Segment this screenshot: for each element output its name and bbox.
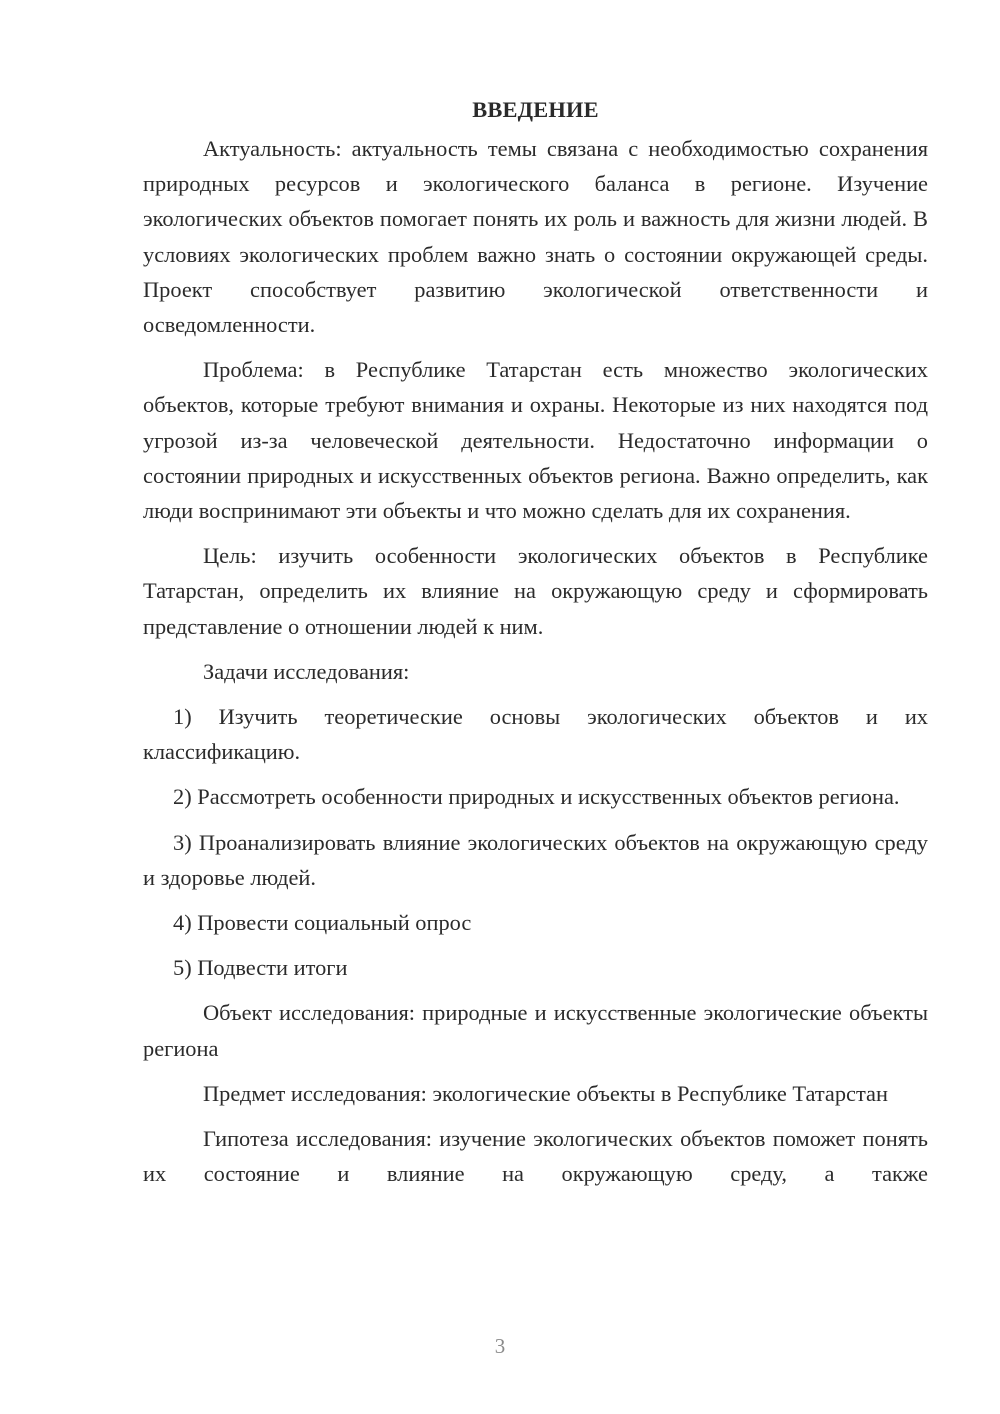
- task-item-4: 4) Провести социальный опрос: [173, 910, 472, 936]
- paragraph-subject: Предмет исследования: экологические объекты в Республике Татарстан: [203, 1080, 888, 1106]
- paragraph-relevance: Актуальность: актуальность темы связана с необходимостью сохранения природных ресурсов и экологического баланса в регионе. Изучение экологических объектов помогает понять их роль и важность для жизни людей. В условиях экологических проблем важно знать о состоянии окружающей среды. Проект способствует развитию экологической ответственности и осведомленности.: [143, 136, 928, 338]
- task-item-3: 3) Проанализировать влияние экологических объектов на окружающую среду и здоровье людей.: [143, 829, 928, 890]
- paragraph-goal: Цель: изучить особенности экологических объектов в Республике Татарстан, определить их влияние на окружающую среду и сформировать представление о отношении людей к ним.: [143, 543, 928, 639]
- paragraph-hypothesis: Гипотеза исследования: изучение экологических объектов поможет понять их состояние и влияние на окружающую среду, а также: [143, 1126, 928, 1187]
- task-item-5: 5) Подвести итоги: [173, 955, 348, 981]
- page-number: 3: [494, 1334, 506, 1358]
- tasks-heading: Задачи исследования:: [203, 658, 410, 684]
- section-title: ВВЕДЕНИЕ: [472, 97, 599, 122]
- page-content: [143, 92, 928, 1201]
- paragraph-object: Объект исследования: природные и искусственные экологические объекты региона: [143, 1000, 928, 1061]
- task-item-2: 2) Рассмотреть особенности природных и искусственных объектов региона.: [173, 784, 900, 810]
- task-item-1: 1) Изучить теоретические основы экологических объектов и их классификацию.: [143, 704, 928, 765]
- paragraph-problem: Проблема: в Республике Татарстан есть множество экологических объектов, которые требуют внимания и охраны. Некоторые из них находятся под угрозой из-за человеческой деятельности. Недостаточно информации о состоянии природных и искусственных объектов региона. Важно определить, как люди воспринимают эти объекты и что можно сделать для их сохранения.: [143, 357, 928, 524]
